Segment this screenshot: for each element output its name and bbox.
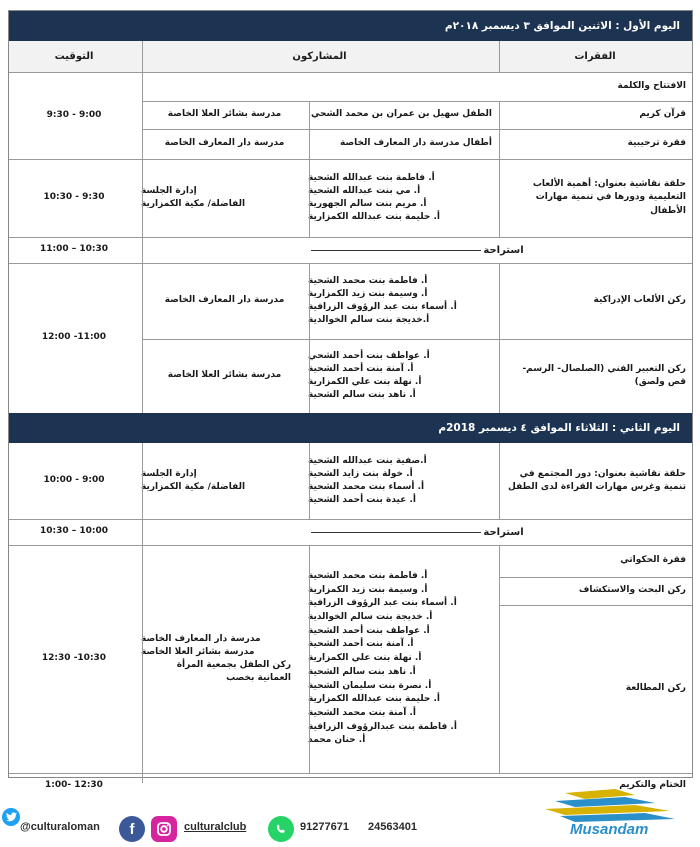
opening-item: الافتتاح والكلمة bbox=[617, 81, 686, 92]
grid-line bbox=[499, 41, 500, 73]
grid-line bbox=[499, 545, 500, 773]
schedule-table bbox=[8, 10, 693, 791]
panel1-time: 10:30 - 9:30 bbox=[43, 192, 105, 203]
instagram-icon[interactable] bbox=[151, 816, 177, 842]
grid-line bbox=[499, 101, 500, 237]
day2-title: اليوم الثاني : الثلاثاء الموافق ٤ ديسمبر 2018م bbox=[438, 422, 680, 434]
school: مدرسة بشائر العلا الخاصة bbox=[141, 646, 255, 657]
participant: أ. خولة بنت زايد الشحية bbox=[308, 468, 413, 479]
grid-line bbox=[309, 443, 310, 519]
participant: أ. عيدة بنت أحمد الشحية bbox=[308, 495, 416, 506]
grid-line bbox=[9, 237, 692, 238]
school: مدرسة دار المعارف الخاصة bbox=[141, 633, 261, 644]
art-participants bbox=[308, 339, 498, 413]
cognitive-school: مدرسة دار المعارف الخاصة bbox=[164, 295, 285, 306]
participant: أ. آمنة بنت أحمد الشحية bbox=[308, 639, 414, 650]
day2-title-band bbox=[9, 413, 692, 443]
grid-line bbox=[499, 263, 500, 413]
participant: أ. فاطمة بنت عبدالرؤوف الزرافية bbox=[308, 721, 457, 732]
header-items: الفقرات bbox=[574, 51, 616, 62]
break-label: استراحة bbox=[483, 526, 524, 538]
facebook-icon[interactable]: f bbox=[119, 816, 145, 842]
break1 bbox=[141, 237, 692, 263]
participant: أ. أسماء بنت محمد الشحية bbox=[308, 482, 425, 492]
art-item: ركن التعبير الفني (الصلصال- الرسم- قص ولصق) bbox=[522, 363, 686, 387]
quran-item: قرآن كريم bbox=[639, 109, 686, 120]
grid-line bbox=[499, 605, 692, 606]
participant: أ. آمنة بنت أحمد الشحية bbox=[308, 363, 414, 374]
panel2-management bbox=[141, 443, 308, 519]
break1-time: 11:00 – 10:30 bbox=[39, 244, 109, 255]
header-participants: المشاركون bbox=[292, 51, 347, 62]
break2 bbox=[141, 519, 692, 545]
welcome-school: مدرسة دار المعارف الخاصة bbox=[164, 138, 285, 149]
grid-line bbox=[9, 263, 692, 264]
participant: أ.صفية بنت عبدالله الشحية bbox=[308, 455, 427, 466]
grid-line bbox=[499, 443, 500, 519]
twitter-icon[interactable] bbox=[2, 808, 20, 826]
participant: أ. مي بنت عبدالله الشحية bbox=[308, 185, 421, 196]
quran-participant: الطفل سهيل بن عمران بن محمد الشحي bbox=[310, 109, 492, 120]
cognitive-participants bbox=[308, 263, 498, 339]
welcome-participant: أطفال مدرسة دار المعارف الخاصة bbox=[340, 138, 492, 149]
panel2-item: حلقة نقاشية بعنوان: دور المجتمع في تنمية وغرس مهارات القراءة لدى الطفل bbox=[508, 468, 686, 492]
brand-handle[interactable]: culturalclub bbox=[184, 821, 247, 833]
panel1-management bbox=[141, 159, 308, 237]
grid-line bbox=[309, 101, 310, 237]
participant: أ. آمنة بنت محمد الشحية bbox=[308, 707, 416, 718]
participant: أ. نهلة بنت علي الكمزارية bbox=[308, 377, 422, 387]
corners-time: 12:00 -11:00 bbox=[41, 332, 107, 343]
break2-time: 10:30 – 10:00 bbox=[39, 526, 109, 537]
musandam-logo bbox=[545, 783, 695, 845]
session-moderator: الفاضلة/ مكية الكمزارية bbox=[141, 482, 246, 492]
header-time: التوقيت bbox=[54, 51, 94, 62]
session-moderator: الفاضلة/ مكية الكمزارية bbox=[141, 199, 246, 209]
session-management-label: إدارة الجلسة bbox=[141, 185, 197, 196]
participant: أ. فاطمة بنت عبدالله الشحية bbox=[308, 172, 435, 183]
logo-graphic bbox=[545, 783, 695, 823]
participant: أ. خديجة بنت سالم الخوالدية bbox=[308, 612, 433, 623]
participant: أ. أسماء بنت عبد الرؤوف الزرافية bbox=[308, 598, 457, 609]
grid-line bbox=[142, 339, 692, 340]
participant: أ. فاطمة بنت محمد الشحية bbox=[308, 571, 428, 582]
panel1-item: حلقة نقاشية بعنوان: أهمية الألعاب التعليمية ودورها في تنمية مهارات الأطفال bbox=[532, 179, 686, 216]
participant: أ. عواطف بنت أحمد الشحي bbox=[308, 350, 430, 361]
participant: أ. وسيمة بنت زيد الكمزارية bbox=[308, 584, 428, 595]
participant: أ. أسماء بنت عبد الرؤوف الزرافية bbox=[308, 302, 457, 312]
panel1-participants bbox=[308, 159, 498, 237]
phone-number-1: 91277671 bbox=[300, 821, 349, 833]
grid-line bbox=[142, 101, 692, 102]
quran-school: مدرسة بشائر العلا الخاصة bbox=[167, 109, 282, 120]
research-item: ركن البحث والاستكشاف bbox=[578, 585, 686, 596]
closing-item: الختام والتكريم bbox=[619, 780, 686, 791]
participant: أ.خديجة بنت سالم الخوالدية bbox=[308, 315, 430, 326]
day1-title: اليوم الأول : الاثنين الموافق ٣ ديسمبر ٢٠١٨م bbox=[444, 20, 680, 32]
day1-title-band bbox=[9, 11, 692, 41]
school: ركن الطفل بجمعية المرأة العمانية بخصب bbox=[176, 660, 291, 684]
participant: أ. حليمة بنت عبدالله الكمزارية bbox=[308, 694, 440, 705]
storyteller-item: فقرة الحكواتي bbox=[620, 555, 686, 566]
grid-line bbox=[9, 773, 692, 774]
day2-schools bbox=[141, 545, 308, 773]
panel2-time: 10:00 - 9:00 bbox=[43, 475, 105, 486]
cognitive-item: ركن الألعاب الإدراكية bbox=[593, 295, 686, 306]
phone-number-2: 24563401 bbox=[368, 821, 417, 833]
participant: أ. نهلة بنت علي الكمزارية bbox=[308, 653, 422, 664]
quran-time: 9:30 - 9:00 bbox=[46, 110, 102, 121]
twitter-handle[interactable]: @culturaloman bbox=[20, 821, 100, 833]
day2-time: 12:30 -10:30 bbox=[41, 653, 107, 664]
table-header bbox=[9, 41, 692, 73]
watermark-text: Musandam bbox=[570, 821, 649, 838]
grid-line bbox=[142, 41, 143, 413]
grid-line bbox=[309, 263, 310, 413]
grid-line bbox=[142, 129, 692, 130]
break-label: استراحة bbox=[483, 244, 524, 256]
grid-line bbox=[9, 519, 692, 520]
panel2-participants bbox=[308, 443, 498, 519]
day2-participants bbox=[308, 545, 498, 773]
grid-line bbox=[9, 159, 692, 160]
participant: أ. مريم بنت سالم الجهورية bbox=[308, 199, 427, 209]
art-school: مدرسة بشائر العلا الخاصة bbox=[167, 370, 282, 381]
grid-line bbox=[309, 545, 310, 773]
participant: أ. ناهد بنت سالم الشحية bbox=[308, 666, 416, 677]
whatsapp-icon[interactable] bbox=[268, 816, 294, 842]
participant: أ. فاطمة بنت محمد الشحية bbox=[308, 275, 428, 286]
participant: أ. وسيمة بنت زيد الكمزارية bbox=[308, 288, 428, 299]
session-management-label: إدارة الجلسة bbox=[141, 468, 197, 479]
participant: أ. حنان محمد bbox=[308, 735, 366, 746]
welcome-item: فقرة ترحيبية bbox=[627, 138, 686, 149]
grid-line bbox=[499, 577, 692, 578]
participant: أ. عواطف بنت أحمد الشحية bbox=[308, 625, 430, 636]
grid-line bbox=[9, 545, 692, 546]
closing-time: 1:00- 12:30 bbox=[45, 780, 103, 791]
participant: أ. ناهد بنت سالم الشحية bbox=[308, 390, 416, 401]
grid-line bbox=[142, 443, 143, 783]
participant: أ. نصرة بنت سليمان الشحية bbox=[308, 680, 432, 691]
reading-item: ركن المطالعة bbox=[625, 683, 686, 694]
participant: أ. حليمة بنت عبدالله الكمزارية bbox=[308, 212, 440, 223]
